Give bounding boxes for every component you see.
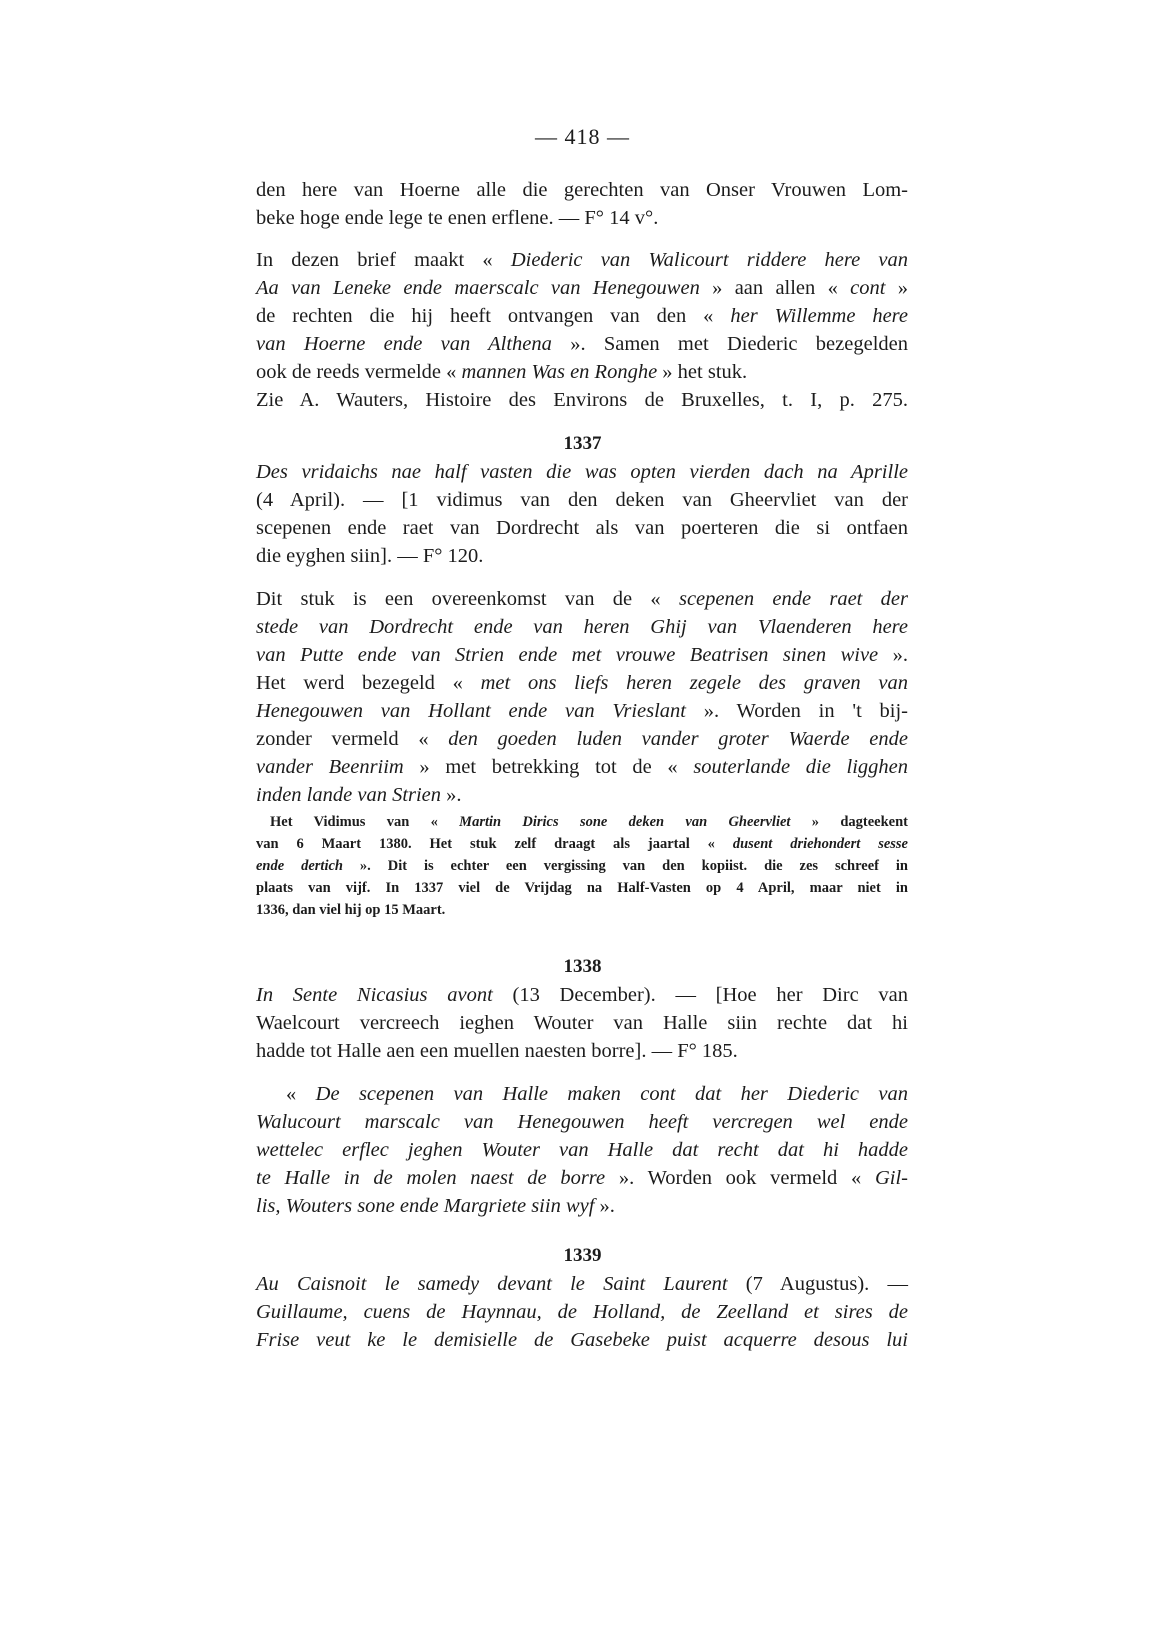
note-line: Het Vidimus van « Martin Dirics sone deken van Gheervliet » dagteekent bbox=[270, 814, 908, 830]
page-number: — 418 — bbox=[535, 124, 630, 149]
text-line: hadde tot Halle aen een muellen naesten borre]. — F° 185. bbox=[256, 1040, 738, 1062]
note-line: ende dertich ». Dit is echter een vergissing van den kopiist. die zes schreef in bbox=[256, 858, 908, 874]
text-line: stede van Dordrecht ende van heren Ghij van Vlaenderen here bbox=[256, 616, 908, 638]
text-line: Zie A. Wauters, Histoire des Environs de Bruxelles, t. I, p. 275. bbox=[256, 389, 908, 411]
text-line: inden lande van Strien ». bbox=[256, 784, 462, 806]
year-heading: 1339 bbox=[563, 1245, 602, 1266]
text-line: Aa van Leneke ende maerscalc van Henegouwen » aan allen « cont » bbox=[256, 277, 908, 299]
note-line: 1336, dan viel hij op 15 Maart. bbox=[256, 902, 446, 918]
text-line: den here van Hoerne alle die gerechten van Onser Vrouwen Lom- bbox=[256, 179, 908, 201]
text-line: te Halle in de molen naest de borre ». Worden ook vermeld « Gil- bbox=[256, 1167, 908, 1189]
text-line: Guillaume, cuens de Haynnau, de Holland, de Zeelland et sires de bbox=[256, 1301, 908, 1323]
text-line: In Sente Nicasius avont (13 December). — [Hoe her Dirc van bbox=[256, 984, 908, 1006]
text-line: Walucourt marscalc van Henegouwen heeft vercregen wel ende bbox=[256, 1111, 908, 1133]
text-line: vander Beenriim » met betrekking tot de « souterlande die ligghen bbox=[256, 756, 908, 778]
text-line: Des vridaichs nae half vasten die was opten vierden dach na Aprille bbox=[256, 461, 908, 483]
text-line: ook de reeds vermelde « mannen Was en Ronghe » het stuk. bbox=[256, 361, 748, 383]
text-line: beke hoge ende lege te enen erflene. — F° 14 v°. bbox=[256, 207, 659, 229]
text-line: Waelcourt vercreech ieghen Wouter van Halle siin rechte dat hi bbox=[256, 1012, 908, 1034]
text-line: Frise veut ke le demisielle de Gasebeke puist acquerre desous lui bbox=[256, 1329, 908, 1351]
note-line: plaats van vijf. In 1337 viel de Vrijdag na Half-Vasten op 4 April, maar niet in bbox=[256, 880, 908, 896]
year-heading: 1337 bbox=[563, 433, 602, 454]
note-line: van 6 Maart 1380. Het stuk zelf draagt als jaartal « dusent driehondert sesse bbox=[256, 836, 908, 852]
text-line: zonder vermeld « den goeden luden vander groter Waerde ende bbox=[256, 728, 908, 750]
text-line: In dezen brief maakt « Diederic van Walicourt riddere here van bbox=[256, 249, 908, 271]
text-line: wettelec erflec jeghen Wouter van Halle dat recht dat hi hadde bbox=[256, 1139, 908, 1161]
text-line: lis, Wouters sone ende Margriete siin wyf ». bbox=[256, 1195, 615, 1217]
text-line: Dit stuk is een overeenkomst van de « scepenen ende raet der bbox=[256, 588, 908, 610]
text-line: « De scepenen van Halle maken cont dat her Diederic van bbox=[286, 1083, 909, 1105]
text-line: Het werd bezegeld « met ons liefs heren zegele des graven van bbox=[256, 672, 909, 694]
text-line: van Putte ende van Strien ende met vrouwe Beatrisen sinen wive ». bbox=[256, 644, 909, 666]
text-line: Au Caisnoit le samedy devant le Saint Laurent (7 Augustus). — bbox=[256, 1273, 908, 1295]
text-line: scepenen ende raet van Dordrecht als van poerteren die si ontfaen bbox=[256, 517, 908, 539]
text-line: de rechten die hij heeft ontvangen van den « her Willemme here bbox=[256, 305, 908, 327]
text-line: van Hoerne ende van Althena ». Samen met Diederic bezegelden bbox=[256, 333, 908, 355]
year-heading: 1338 bbox=[563, 956, 602, 977]
text-line: Henegouwen van Hollant ende van Vrieslant ». Worden in 't bij- bbox=[256, 700, 908, 722]
text-line: die eyghen siin]. — F° 120. bbox=[256, 545, 484, 567]
text-line: (4 April). — [1 vidimus van den deken van Gheervliet van der bbox=[256, 489, 908, 511]
